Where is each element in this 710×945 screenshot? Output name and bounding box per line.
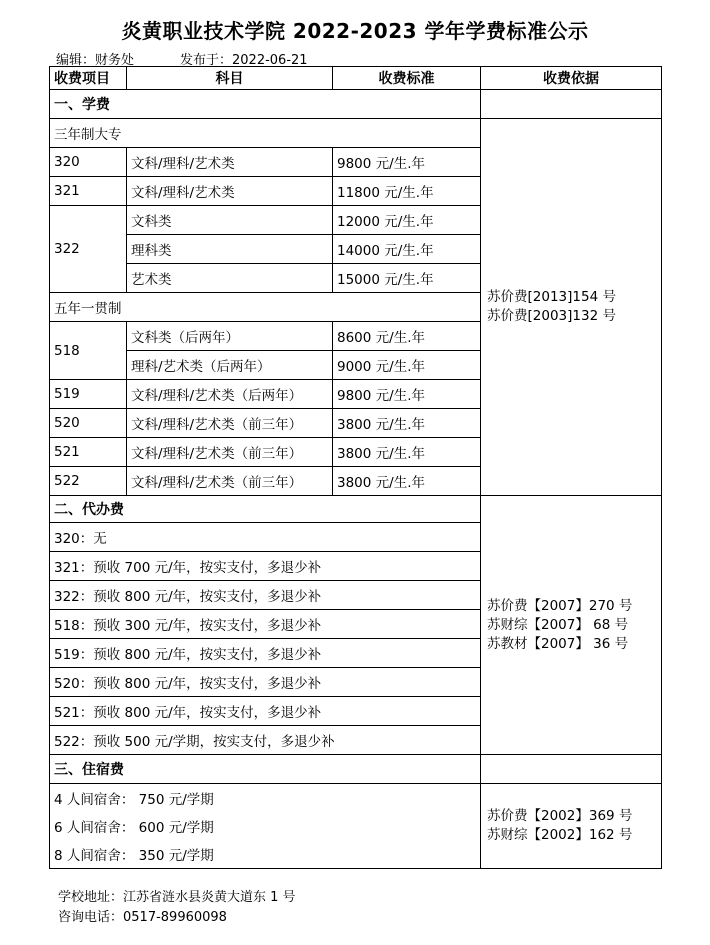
fee-cell: 12000 元/生.年 (333, 206, 481, 235)
item-code: 519 (50, 380, 127, 409)
item-code: 521 (50, 438, 127, 467)
fee-cell: 9000 元/生.年 (333, 351, 481, 380)
fee-table (49, 66, 662, 869)
agency-basis (481, 496, 662, 755)
agency-fee-cell: 321：预收 700 元/年，按实支付，多退少补 (50, 552, 481, 581)
subject-cell: 文科/理科/艺术类（前三年） (127, 409, 333, 438)
subject-cell: 理科/艺术类（后两年） (127, 351, 333, 380)
subject-cell: 理科类 (127, 235, 333, 264)
basis-line: 苏财综【2002】162 号 (487, 827, 633, 843)
dorm-basis (481, 784, 662, 869)
header-item: 收费项目 (50, 67, 127, 90)
contact-phone: 咨询电话：0517-89960098 (58, 910, 227, 925)
subject-cell: 文科类 (127, 206, 333, 235)
subsection-five-year: 五年一贯制 (50, 293, 481, 322)
section-row (50, 755, 662, 784)
basis-line: 苏教材【2007】 36 号 (487, 635, 629, 652)
agency-fee-cell: 520：预收 800 元/年，按实支付，多退少补 (50, 668, 481, 697)
basis-line: 苏价费[2003]132 号 (487, 308, 616, 324)
section-row (50, 496, 662, 523)
fee-cell: 9800 元/生.年 (333, 380, 481, 409)
dorm-fee-cell: 4 人间宿舍： 750 元/学期 (50, 784, 481, 813)
agency-fee-cell: 522：预收 500 元/学期，按实支付，多退少补 (50, 726, 481, 755)
fee-cell: 3800 元/生.年 (333, 409, 481, 438)
item-code: 320 (50, 148, 127, 177)
subsection-three-year: 三年制大专 (50, 119, 481, 148)
agency-fee-cell: 320：无 (50, 523, 481, 552)
basis-line: 苏财综【2007】 68 号 (487, 616, 629, 633)
subject-cell: 文科/理科/艺术类 (127, 177, 333, 206)
header-basis: 收费依据 (481, 67, 662, 90)
agency-fee-cell: 322：预收 800 元/年，按实支付，多退少补 (50, 581, 481, 610)
fee-cell: 8600 元/生.年 (333, 322, 481, 351)
basis-line: 苏价费【2002】369 号 (487, 808, 633, 824)
agency-fee-cell: 521：预收 800 元/年，按实支付，多退少补 (50, 697, 481, 726)
table-header-row (50, 67, 662, 90)
fee-cell: 3800 元/生.年 (333, 438, 481, 467)
subject-cell: 文科/理科/艺术类 (127, 148, 333, 177)
item-code: 520 (50, 409, 127, 438)
subject-cell: 文科/理科/艺术类（前三年） (127, 467, 333, 496)
agency-fee-cell: 518：预收 300 元/年，按实支付，多退少补 (50, 610, 481, 639)
fee-cell: 15000 元/生.年 (333, 264, 481, 293)
section-basis-empty (481, 90, 662, 119)
fee-cell: 11800 元/生.年 (333, 177, 481, 206)
fee-cell: 3800 元/生.年 (333, 467, 481, 496)
section-tuition: 一、学费 (50, 90, 481, 119)
publish-date: 发布于：2022-06-21 (180, 53, 308, 68)
table-row (50, 119, 662, 148)
header-subject: 科目 (127, 67, 333, 90)
dorm-fee-cell: 8 人间宿舍： 350 元/学期 (50, 840, 481, 869)
subject-cell: 文科类（后两年） (127, 322, 333, 351)
basis-line: 苏价费[2013]154 号 (487, 289, 616, 305)
item-code: 321 (50, 177, 127, 206)
school-address: 学校地址：江苏省涟水县炎黄大道东 1 号 (58, 890, 296, 905)
subject-cell: 艺术类 (127, 264, 333, 293)
section-basis-empty (481, 755, 662, 784)
item-code: 522 (50, 467, 127, 496)
tuition-basis (481, 119, 662, 496)
item-code: 518 (50, 322, 127, 380)
editor-label: 编辑：财务处 (56, 53, 135, 68)
fee-cell: 9800 元/生.年 (333, 148, 481, 177)
section-row (50, 90, 662, 119)
section-agency: 二、代办费 (50, 496, 481, 523)
fee-cell: 14000 元/生.年 (333, 235, 481, 264)
agency-fee-cell: 519：预收 800 元/年，按实支付，多退少补 (50, 639, 481, 668)
page-title: 炎黄职业技术学院 2022-2023 学年学费标准公示 (121, 19, 589, 43)
subject-cell: 文科/理科/艺术类（前三年） (127, 438, 333, 467)
header-fee: 收费标准 (333, 67, 481, 90)
section-dorm: 三、住宿费 (50, 755, 481, 784)
table-row (50, 784, 662, 813)
item-code: 322 (50, 206, 127, 293)
dorm-fee-cell: 6 人间宿舍： 600 元/学期 (50, 812, 481, 840)
subject-cell: 文科/理科/艺术类（后两年） (127, 380, 333, 409)
basis-line: 苏价费【2007】270 号 (487, 597, 633, 614)
